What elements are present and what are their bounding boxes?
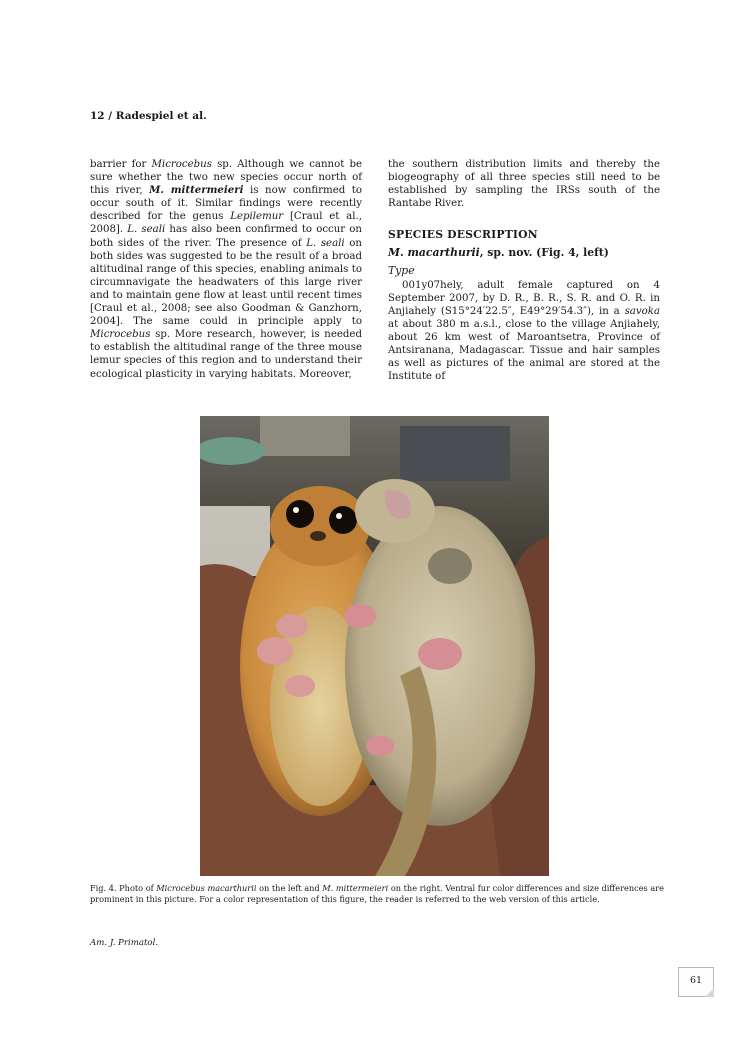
lemur-paw bbox=[366, 736, 394, 756]
species-heading-rest: , sp. nov. (Fig. 4, left) bbox=[479, 246, 609, 260]
eye-highlight bbox=[336, 513, 342, 519]
figure-caption bbox=[90, 883, 664, 904]
figure-photo-lemurs bbox=[200, 416, 549, 876]
page-number-box bbox=[678, 967, 714, 997]
background-object bbox=[260, 416, 350, 456]
italic-term: M. mittermeieri bbox=[322, 883, 389, 893]
right-column bbox=[388, 158, 660, 383]
italic-term: Microcebus macarthurii bbox=[156, 883, 257, 893]
italic-term: savoka bbox=[624, 305, 660, 317]
lemur-left-eye bbox=[286, 500, 314, 528]
eye-highlight bbox=[293, 507, 299, 513]
background-object bbox=[400, 426, 510, 481]
caption-text: Fig. 4. Photo of Microcebus macarthurii on the left and M. mittermeieri on the right. Ventral fur color differences and size differences are prominent in this picture. For a color representation of this figure, the reader is referred to the web version of this article. bbox=[90, 883, 664, 904]
body-paragraph: barrier for Microcebus sp. Although we cannot be sure whether the two new species occur north of this river, M. mittermeieri is now confirmed to occur south of it. Similar findings were recently described for the genus Lepilemur [Craul et al., 2008]. L. seali has also been confirmed to occur on both sides of the river. The presence of L. seali on both sides was suggested to be the result of a broad altitudinal range of this species, enabling animals to circumnavigate the headwaters of this large river and to maintain gene flow at least until recent times [Craul et al., 2008; see also Goodman & Ganzhorn, 2004]. The same could in principle apply to Microcebus sp. More research, however, is needed to establish the altitudinal range of the three mouse lemur species of this region and to understand their ecological plasticity in varying habitats. Moreover, bbox=[90, 159, 362, 380]
italic-term: Microcebus bbox=[151, 159, 212, 170]
page-number: 61 bbox=[689, 975, 703, 986]
subheading-type: Type bbox=[388, 263, 415, 277]
species-heading bbox=[388, 246, 660, 259]
lemur-paw bbox=[257, 637, 293, 665]
italic-term: L. seali bbox=[127, 224, 166, 236]
left-column bbox=[90, 158, 362, 381]
lemur-paw bbox=[418, 638, 462, 670]
lemur-paw bbox=[285, 675, 315, 697]
lemur-paw bbox=[344, 604, 376, 628]
page-corner-fold bbox=[705, 988, 714, 997]
photo-illustration bbox=[200, 416, 549, 876]
lemur-left-eye bbox=[329, 506, 357, 534]
fur-patch bbox=[428, 548, 472, 584]
journal-name: Am. J. Primatol. bbox=[90, 938, 159, 948]
body-paragraph: the southern distribution limits and thereby the biogeography of all three species still need to be established by sampling the IRSs south of the Rantabe River. bbox=[388, 159, 660, 210]
section-heading: SPECIES DESCRIPTION bbox=[388, 228, 538, 242]
lemur-left-nose bbox=[310, 531, 326, 541]
bold-italic-term: M. mittermeieri bbox=[149, 184, 244, 197]
running-head: 12 / Radespiel et al. bbox=[90, 110, 207, 122]
species-name: M. macarthurii bbox=[388, 246, 480, 260]
italic-term: Lepilemur bbox=[230, 211, 284, 223]
italic-term: L. seali bbox=[306, 237, 345, 249]
body-paragraph: 001y07hely, adult female captured on 4 September 2007, by D. R., B. R., S. R. and O. R. in Anjiahely (S15°24′22.5″, E49°29′54.3″), in a savoka at about 380 m a.s.l., close to the village Anjiahely, about 26 km west of Maroantsetra, Province of Antsiranana, Madagascar. Tissue and hair samples as well as pictures of the animal are stored at the Institute of bbox=[388, 279, 660, 383]
lemur-paw bbox=[276, 614, 308, 638]
italic-term: Microcebus bbox=[90, 329, 151, 341]
